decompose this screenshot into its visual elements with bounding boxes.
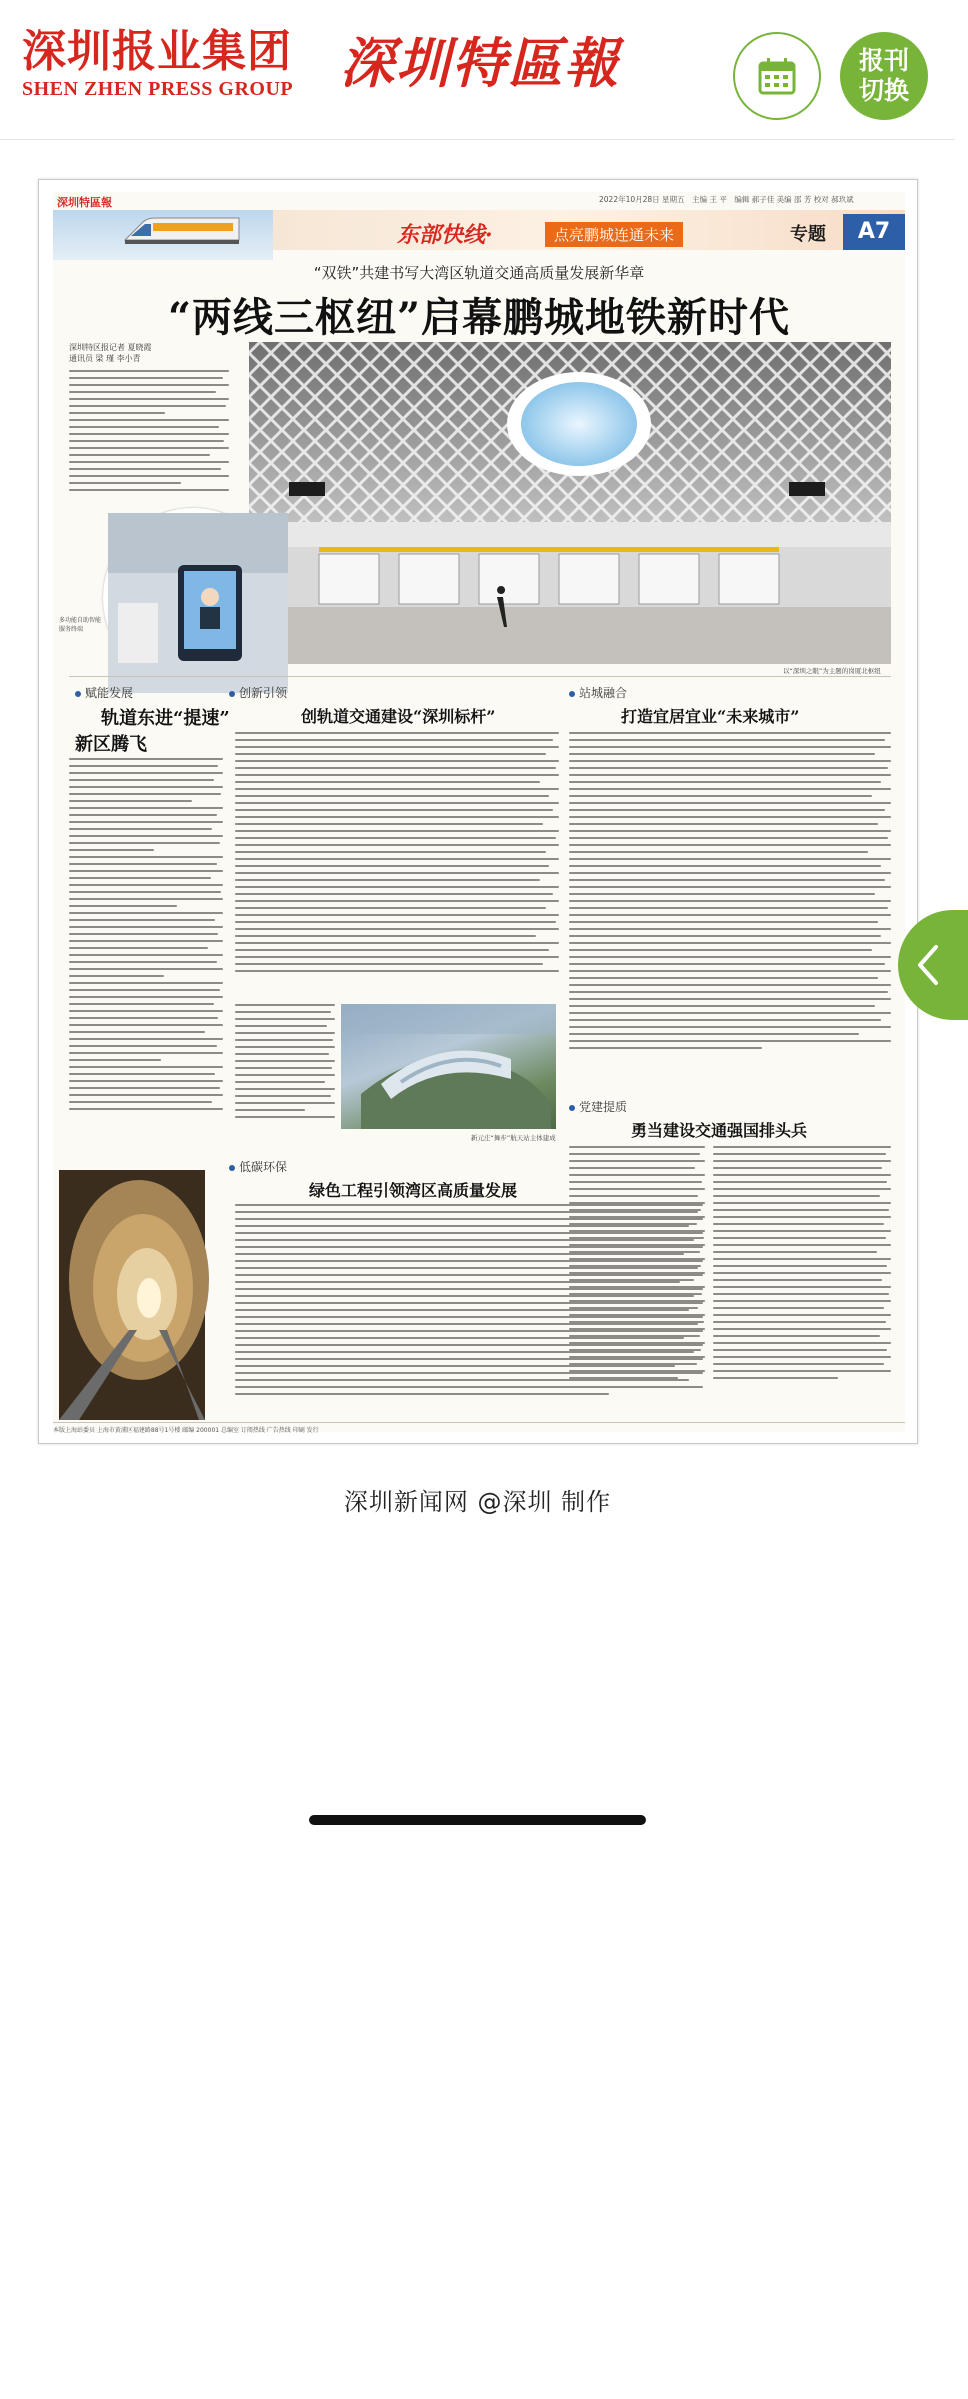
calendar-icon — [756, 55, 798, 97]
section-tag: 专题 — [790, 224, 826, 245]
section-label-text: 党建提质 — [579, 1100, 628, 1114]
station-aerial-illustration — [341, 1004, 556, 1129]
bullet-icon — [569, 1105, 575, 1111]
column2-text-block — [235, 732, 559, 1000]
section-label-station-city — [569, 684, 627, 701]
column3-lower-text-block — [713, 1146, 891, 1416]
column3-text-block — [569, 732, 891, 1088]
section-heading-empowerment-2: 新区腾飞 — [75, 734, 147, 755]
article-byline: 深圳特区报记者 夏晓霞 通讯员 梁 瑾 李小青 — [69, 343, 152, 363]
station-aerial-caption: 新元庄“舞步”航天站主体建成 — [471, 1134, 556, 1142]
train-illustration — [123, 214, 243, 248]
inset-photo-service-terminal — [103, 508, 283, 688]
bullet-icon — [229, 691, 235, 697]
tunnel-illustration — [59, 1170, 205, 1420]
column2-side-text — [235, 1004, 335, 1132]
page-masthead — [53, 192, 905, 256]
credit-line: 深圳新闻网 @深圳 制作 — [343, 1488, 612, 1516]
article-headline: “两线三枢纽”启幕鹏城地铁新时代 — [167, 294, 790, 341]
chevron-left-icon — [914, 943, 940, 987]
column1-text-block — [69, 758, 223, 1160]
switch-paper-button[interactable] — [840, 32, 928, 120]
section-label-low-carbon — [229, 1158, 287, 1175]
bullet-icon — [569, 691, 575, 697]
inset-photo-caption: 多功能自助智能服务终端 — [59, 617, 102, 633]
hero-photo-metro-station — [249, 342, 891, 664]
section-label-text: 创新引领 — [239, 686, 288, 700]
bullet-icon — [229, 1165, 235, 1171]
bullet-icon — [75, 691, 81, 697]
section-heading-empowerment-1: 轨道东进“提速” — [101, 708, 230, 729]
home-indicator[interactable] — [309, 1815, 646, 1825]
page-footer-line: 本版上海站委员 上海市黄浦区福建路88号1号楼 邮编 200001 总编室 订阅热线 广告热线 印刷 发行 — [53, 1422, 905, 1434]
article-kicker: “双铁”共建书写大湾区轨道交通高质量发展新华章 — [313, 264, 645, 282]
section-label-party-building — [569, 1098, 627, 1115]
hero-photo-caption: 以“深圳之眼”为主题的岗厦北枢纽 — [783, 667, 881, 675]
section-label-text: 赋能发展 — [85, 686, 134, 700]
section-heading-innovation: 创轨道交通建设“深圳标杆” — [301, 707, 496, 726]
newspaper-title-logo: 深圳特區報 — [340, 31, 620, 95]
masthead-logo: 深圳特區報 — [57, 196, 112, 209]
section-label-empowerment — [75, 684, 133, 701]
section-heading-low-carbon: 绿色工程引领湾区高质量发展 — [309, 1181, 518, 1200]
section-divider — [69, 676, 891, 677]
section-title: 东部快线· — [397, 222, 493, 248]
page-number: A7 — [843, 214, 905, 250]
switch-label-line2: 切换 — [858, 76, 909, 105]
masthead-date-line: 2022年10月28日 星期五 主编 王 平 编辑 郝子佳 美编 邵 芳 校对 郝玖斌 — [599, 195, 854, 204]
calendar-button[interactable] — [733, 32, 821, 120]
column3-lower-left-text-block — [569, 1146, 705, 1416]
station-aerial-photo — [341, 1004, 556, 1129]
app-header — [0, 0, 955, 140]
section-label-text: 低碳环保 — [239, 1160, 288, 1174]
service-terminal-illustration — [108, 513, 288, 693]
brand-name-en: SHEN ZHEN PRESS GROUP — [22, 78, 294, 100]
section-subtitle: 点亮鹏城连通未来 — [545, 222, 683, 247]
section-label-text: 站城融合 — [579, 686, 628, 700]
tunnel-photo-caption: 施工中的14号线隧道盾构区 — [111, 2391, 191, 2399]
brand-name-cn: 深圳报业集团 — [22, 26, 292, 77]
section-label-innovation — [229, 684, 287, 701]
section-heading-station-city: 打造宜居宜业“未来城市” — [621, 707, 800, 726]
brand-logo — [22, 28, 322, 101]
metro-station-illustration — [249, 342, 891, 664]
section-heading-party-building: 勇当建设交通强国排头兵 — [631, 1121, 808, 1140]
switch-label-line1: 报刊 — [858, 46, 909, 75]
